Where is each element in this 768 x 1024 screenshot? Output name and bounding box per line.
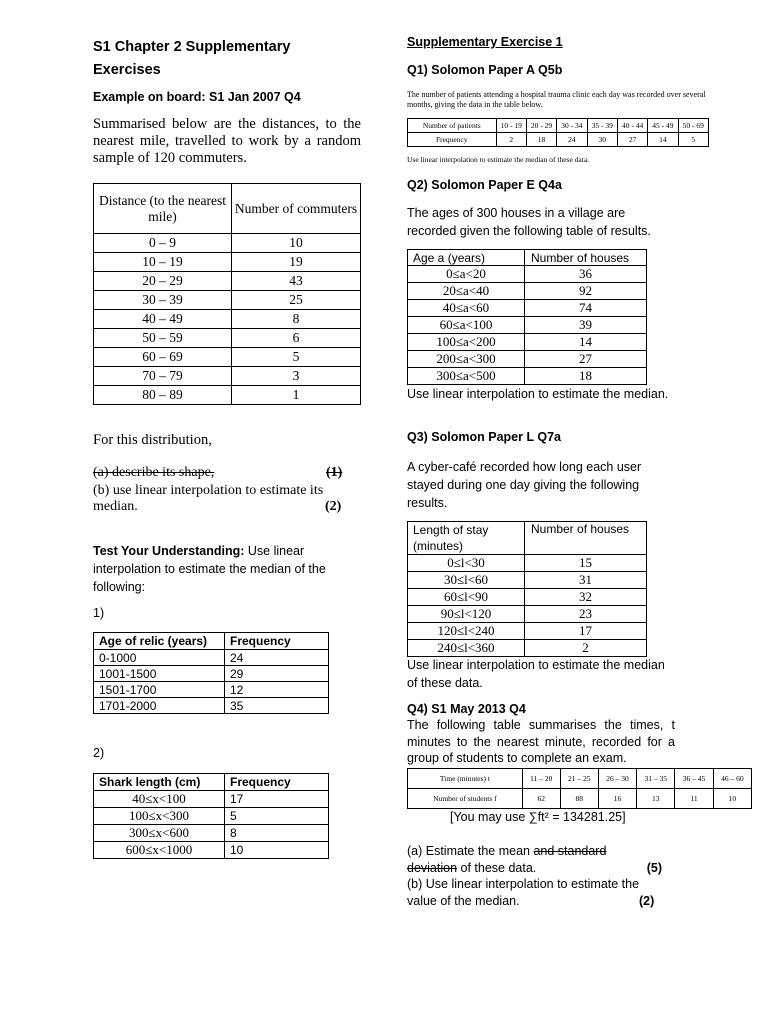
commuters-cell: 19 <box>232 253 361 272</box>
table-row <box>408 351 647 368</box>
commuters-cell: 8 <box>232 310 361 329</box>
part-a-marks: (1) <box>326 465 343 480</box>
table-row <box>408 555 647 572</box>
relic-table <box>93 632 329 714</box>
table-row <box>94 698 329 714</box>
q4-value-cell: 88 <box>560 789 598 809</box>
q2-houses-cell: 74 <box>525 300 647 317</box>
q3-header-stay: Length of stay (minutes) <box>408 522 525 555</box>
q2-houses-cell: 27 <box>525 351 647 368</box>
table-row <box>94 791 329 808</box>
q4-header-cell: 26 – 30 <box>598 769 636 789</box>
distance-cell: 30 – 39 <box>94 291 232 310</box>
q4-heading: Q4) S1 May 2013 Q4 <box>407 702 526 716</box>
q1-value-cell: 18 <box>526 133 556 147</box>
q3-stay-cell: 240≤l<360 <box>408 640 525 657</box>
relic-header-age: Age of relic (years) <box>94 633 225 650</box>
q4-table <box>407 768 752 809</box>
table-row <box>94 682 329 698</box>
q4-header-cell: Time (minutes) t <box>408 769 523 789</box>
table-row <box>408 119 709 133</box>
distance-header: Distance (to the nearest mile) <box>94 184 232 234</box>
q4-part-a-tail: of these data. <box>457 861 537 875</box>
q2-houses-cell: 18 <box>525 368 647 385</box>
q4-value-cell: 10 <box>713 789 751 809</box>
q2-text: The ages of 300 houses in a village are recorded given the following table of results. <box>407 206 651 238</box>
q2-age-cell: 0≤a<20 <box>408 266 525 283</box>
shark-length-cell: 40≤x<100 <box>94 791 225 808</box>
table-row <box>94 808 329 825</box>
table-row <box>408 623 647 640</box>
q4-value-cell: 13 <box>637 789 675 809</box>
table-row <box>94 234 361 253</box>
table-row <box>94 310 361 329</box>
q2-age-cell: 200≤a<300 <box>408 351 525 368</box>
q4-value-cell: 62 <box>522 789 560 809</box>
q4-value-cell: 16 <box>598 789 636 809</box>
q3-stay-cell: 60≤l<90 <box>408 589 525 606</box>
q1-header-cell: 35 - 39 <box>587 119 617 133</box>
title-line-1: S1 Chapter 2 Supplementary <box>93 39 291 55</box>
table-row <box>408 368 647 385</box>
q3-stay-cell: 90≤l<120 <box>408 606 525 623</box>
table-row <box>408 300 647 317</box>
example-heading: Example on board: S1 Jan 2007 Q4 <box>93 90 301 104</box>
table-row <box>94 666 329 682</box>
commuters-cell: 10 <box>232 234 361 253</box>
shark-frequency-cell: 17 <box>225 791 329 808</box>
q3-houses-cell: 15 <box>525 555 647 572</box>
q4-part-a-marks: (5) <box>646 861 662 875</box>
q4-header-cell: 11 – 20 <box>522 769 560 789</box>
q4-part-b-text: (b) Use linear interpolation to estimate the value of the median. <box>407 877 640 908</box>
distance-table <box>93 183 361 405</box>
commuters-cell: 25 <box>232 291 361 310</box>
q1-header-cell: 10 - 19 <box>496 119 526 133</box>
q4-header-cell: 46 – 60 <box>713 769 751 789</box>
table-row <box>408 606 647 623</box>
q4-header-cell: 36 – 45 <box>675 769 713 789</box>
shark-header-frequency: Frequency <box>225 774 329 791</box>
relic-age-cell: 1001-1500 <box>94 666 225 682</box>
tyu-instruction: Use linear interpolation to estimate the median of the following: <box>93 544 326 594</box>
q1-value-cell: 5 <box>678 133 708 147</box>
q2-age-cell: 40≤a<60 <box>408 300 525 317</box>
shark-frequency-cell: 8 <box>225 825 329 842</box>
q1-header-cell: 50 - 69 <box>678 119 708 133</box>
table-row <box>408 266 647 283</box>
q1-header-cell: 45 - 49 <box>648 119 678 133</box>
q2-houses-cell: 14 <box>525 334 647 351</box>
q3-stay-cell: 0≤l<30 <box>408 555 525 572</box>
q4-part-a-struck: and standard deviation <box>407 844 607 875</box>
q3-houses-cell: 31 <box>525 572 647 589</box>
q3-text: A cyber-café recorded how long each user stayed during one day giving the following results. <box>407 460 642 510</box>
relic-frequency-cell: 24 <box>225 650 329 666</box>
q2-houses-cell: 39 <box>525 317 647 334</box>
table-row <box>408 640 647 657</box>
q3-stay-cell: 30≤l<60 <box>408 572 525 589</box>
commuters-cell: 3 <box>232 367 361 386</box>
relic-frequency-cell: 35 <box>225 698 329 714</box>
table-row <box>94 825 329 842</box>
q4-text: The following table summarises the times, t minutes to the nearest minute, recorded for a group of students to complete an exam. <box>407 718 675 765</box>
table-row <box>408 317 647 334</box>
q1-header-cell: 40 - 44 <box>617 119 647 133</box>
distance-cell: 60 – 69 <box>94 348 232 367</box>
q4-part-b-marks: (2) <box>639 894 655 908</box>
q3-instruction: Use linear interpolation to estimate the median of these data. <box>407 658 665 690</box>
q1-value-cell: 27 <box>617 133 647 147</box>
q1-value-cell: 14 <box>648 133 678 147</box>
relic-age-cell: 0-1000 <box>94 650 225 666</box>
part-a <box>93 465 343 481</box>
q1-table <box>407 118 709 147</box>
distance-cell: 0 – 9 <box>94 234 232 253</box>
title-line-2: Exercises <box>93 62 161 78</box>
shark-length-cell: 100≤x<300 <box>94 808 225 825</box>
table-row <box>408 133 709 147</box>
distance-cell: 20 – 29 <box>94 272 232 291</box>
q2-age-cell: 300≤a<500 <box>408 368 525 385</box>
q4-part-a-text: (a) Estimate the mean <box>407 844 534 858</box>
relic-age-cell: 1501-1700 <box>94 682 225 698</box>
q4-part-a <box>407 843 662 877</box>
table-row <box>94 348 361 367</box>
table-row <box>94 291 361 310</box>
part-b <box>93 483 361 515</box>
question-2-label: 2) <box>93 746 105 760</box>
table-row <box>408 769 752 789</box>
q4-part-b <box>407 876 662 910</box>
q1-value-cell: Frequency <box>408 133 497 147</box>
question-1-label: 1) <box>93 606 105 620</box>
distance-cell: 50 – 59 <box>94 329 232 348</box>
table-row <box>408 572 647 589</box>
commuters-cell: 1 <box>232 386 361 405</box>
q3-heading: Q3) Solomon Paper L Q7a <box>407 430 561 444</box>
distance-cell: 40 – 49 <box>94 310 232 329</box>
distance-cell: 80 – 89 <box>94 386 232 405</box>
table-row <box>408 334 647 351</box>
table-row <box>94 272 361 291</box>
relic-frequency-cell: 12 <box>225 682 329 698</box>
part-b-marks: (2) <box>325 499 342 514</box>
table-row <box>94 842 329 859</box>
q3-houses-cell: 17 <box>525 623 647 640</box>
q3-table <box>407 521 647 657</box>
table-row <box>408 283 647 300</box>
q1-header-cell: 30 - 34 <box>557 119 587 133</box>
shark-header-length: Shark length (cm) <box>94 774 225 791</box>
q2-age-cell: 20≤a<40 <box>408 283 525 300</box>
table-row <box>94 386 361 405</box>
q1-heading: Q1) Solomon Paper A Q5b <box>407 63 563 77</box>
relic-header-frequency: Frequency <box>225 633 329 650</box>
q1-text: The number of patients attending a hospital trauma clinic each day was recorded over several months, giving the data in the table below. <box>407 90 706 109</box>
tyu-label: Test Your Understanding: <box>93 544 245 558</box>
q4-header-cell: 21 – 25 <box>560 769 598 789</box>
q3-houses-cell: 2 <box>525 640 647 657</box>
distance-cell: 70 – 79 <box>94 367 232 386</box>
q2-header-houses: Number of houses <box>525 250 647 266</box>
q1-value-cell: 24 <box>557 133 587 147</box>
relic-frequency-cell: 29 <box>225 666 329 682</box>
table-row <box>94 329 361 348</box>
q2-header-age: Age a (years) <box>408 250 525 266</box>
exercise-heading: Supplementary Exercise 1 <box>407 35 563 49</box>
q2-houses-cell: 36 <box>525 266 647 283</box>
table-row <box>408 789 752 809</box>
q2-heading: Q2) Solomon Paper E Q4a <box>407 178 562 192</box>
shark-frequency-cell: 5 <box>225 808 329 825</box>
q1-header-cell: Number of patients <box>408 119 497 133</box>
distance-cell: 10 – 19 <box>94 253 232 272</box>
for-distribution-text: For this distribution, <box>93 432 212 448</box>
q1-header-cell: 20 - 29 <box>526 119 556 133</box>
commuters-cell: 6 <box>232 329 361 348</box>
part-a-text: (a) describe its shape, <box>93 465 215 480</box>
q2-table <box>407 249 647 385</box>
relic-age-cell: 1701-2000 <box>94 698 225 714</box>
q2-instruction: Use linear interpolation to estimate the median. <box>407 387 669 401</box>
q4-value-cell: 11 <box>675 789 713 809</box>
table-row <box>94 367 361 386</box>
q3-header-houses: Number of houses <box>525 522 647 555</box>
q3-stay-cell: 120≤l<240 <box>408 623 525 640</box>
example-intro: Summarised below are the distances, to the nearest mile, travelled to work by a random sample of 120 commuters. <box>93 116 361 166</box>
q1-instruction: Use linear interpolation to estimate the median of these data. <box>407 155 590 164</box>
tyu-text <box>93 542 358 596</box>
shark-length-cell: 600≤x<1000 <box>94 842 225 859</box>
shark-table <box>93 773 329 859</box>
q3-houses-cell: 32 <box>525 589 647 606</box>
shark-length-cell: 300≤x<600 <box>94 825 225 842</box>
q1-value-cell: 30 <box>587 133 617 147</box>
q4-header-cell: 31 – 35 <box>637 769 675 789</box>
commuters-cell: 43 <box>232 272 361 291</box>
commuters-header: Number of commuters <box>232 184 361 234</box>
q3-houses-cell: 23 <box>525 606 647 623</box>
q2-age-cell: 60≤a<100 <box>408 317 525 334</box>
part-b-text: (b) use linear interpolation to estimate its median. <box>93 483 324 514</box>
q1-value-cell: 2 <box>496 133 526 147</box>
q4-value-cell: Number of students f <box>408 789 523 809</box>
table-row <box>94 650 329 666</box>
shark-frequency-cell: 10 <box>225 842 329 859</box>
page-title <box>93 36 353 82</box>
table-row <box>408 589 647 606</box>
q2-age-cell: 100≤a<200 <box>408 334 525 351</box>
commuters-cell: 5 <box>232 348 361 367</box>
table-row <box>94 253 361 272</box>
q2-houses-cell: 92 <box>525 283 647 300</box>
q4-hint: [You may use ∑ft² = 134281.25] <box>450 810 626 824</box>
